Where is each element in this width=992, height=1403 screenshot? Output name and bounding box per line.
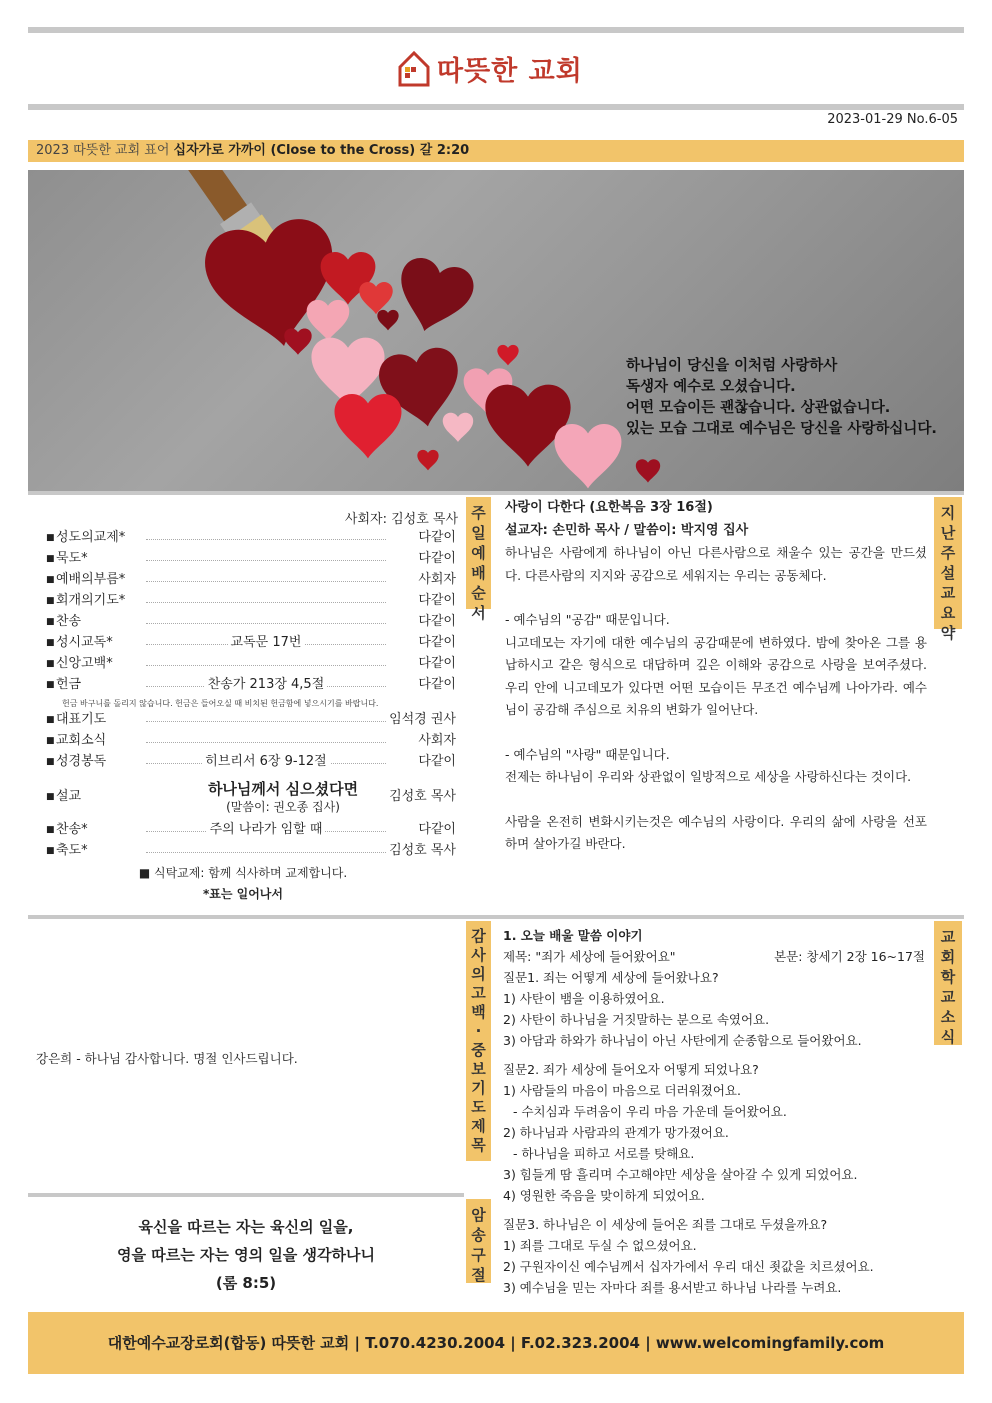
order-person: 사회자 (418, 733, 456, 748)
order-person: 다같이 (418, 635, 456, 650)
bullet-icon: ■ (46, 757, 55, 767)
dotted-leader (146, 742, 386, 743)
issue-date: 2023-01-29 No.6-05 (827, 112, 958, 127)
edu-answer: 2) 하나님과 사람과의 관계가 망가졌어요. (503, 1125, 729, 1140)
order-label: 묵도* (56, 551, 88, 566)
order-person: 다같이 (418, 593, 456, 608)
tab-char: 송 (471, 1226, 486, 1244)
order-person: 다같이 (418, 656, 456, 671)
order-detail-text: 주의 나라가 임할 때 (207, 822, 326, 837)
sermon-summary (505, 497, 927, 856)
house-icon (397, 47, 431, 89)
tab-char: 요 (940, 604, 956, 622)
edu-answer: 4) 영원한 죽음을 맞이하게 되었어요. (503, 1188, 705, 1203)
dotted-leader (146, 665, 386, 666)
bullet-icon: ■ (46, 575, 55, 585)
offering-note: 헌금 바구니를 돌리지 않습니다. 헌금은 들어오실 때 비치된 헌금함에 넣으시기를 바랍니다. (62, 699, 379, 708)
summary-preacher: 설교자: 손민하 목사 / 말씀이: 박지영 집사 (505, 522, 749, 538)
summary-paragraph: 니고데모는 자기에 대한 예수님의 공감때문에 변하였다. 밤에 찾아온 그를 용납하시고 같은 형식으로 대답하며 깊은 이해와 공감으로 사랑을 보여주셨다. 우리 안에 니고데모가 있다면 어떤 모습이든 무조건 예수님께 나아가라. 예수님이 공감해 주심으로 치유의 변화가 일어난다. (505, 634, 927, 717)
bullet-icon: ■ (46, 617, 55, 627)
edu-answer: 2) 사탄이 하나님을 거짓말하는 분으로 속였어요. (503, 1012, 770, 1027)
tab-memory-verse (466, 1199, 491, 1283)
order-item (46, 528, 456, 548)
bullet-icon: ■ (46, 638, 55, 648)
hero-line: 독생자 예수로 오셨습니다. (626, 379, 796, 395)
hero-line: 하나님이 당신을 이처럼 사랑하사 (626, 358, 838, 374)
order-item (46, 549, 456, 569)
edu-answer: 3) 힘들게 땀 흘리며 수고해야만 세상을 살아갈 수 있게 되었어요. (503, 1167, 858, 1182)
tab-char: 고 (471, 984, 486, 1002)
dotted-leader (146, 852, 386, 853)
order-item (46, 820, 456, 840)
edu-subject-row (503, 946, 925, 967)
section-divider (28, 915, 964, 919)
tab-char: 서 (471, 604, 486, 622)
order-person: 사회자 (418, 572, 456, 587)
stand-note: *표는 일어나서 (202, 887, 283, 901)
verse-line: 영을 따르는 자는 영의 일을 생각하나니 (117, 1246, 375, 1264)
edu-answer: 1) 죄를 그대로 두실 수 없으셨어요. (503, 1238, 697, 1253)
order-label: 성시교독* (56, 635, 113, 650)
tab-char: 순 (471, 584, 486, 602)
motto-theme: 십자가로 가까이 (Close to the Cross) (173, 143, 416, 158)
verse-reference: (롬 8:5) (215, 1274, 277, 1292)
bullet-icon: ■ (46, 792, 55, 802)
bullet-icon: ■ (46, 596, 55, 606)
tab-char: 감 (471, 927, 486, 945)
order-label: 축도* (56, 843, 88, 858)
edu-subject: 제목: "죄가 세상에 들어왔어요" (503, 949, 676, 964)
section-divider (28, 1193, 464, 1197)
hero-image (28, 170, 964, 491)
tab-char: 예 (471, 544, 486, 562)
header-divider (28, 104, 964, 110)
tab-char: 학 (940, 968, 956, 986)
tab-char: 교 (940, 988, 956, 1006)
summary-paragraph: 전제는 하나님이 우리와 상관없이 일방적으로 세상을 사랑하신다는 것이다. (505, 769, 912, 784)
edu-answer: - 하나님을 피하고 서로를 탓해요. (513, 1146, 695, 1161)
tab-char: 보 (471, 1060, 486, 1078)
summary-title: 사랑이 다한다 (요한복음 3장 16절) (505, 500, 713, 515)
tab-char: 교 (940, 928, 956, 946)
tab-thanks-prayer (466, 921, 491, 1161)
order-label: 회개의기도* (56, 593, 126, 608)
dotted-leader (146, 721, 386, 722)
tab-char: 구 (471, 1246, 486, 1264)
order-item (46, 612, 456, 632)
hero-caption (626, 356, 937, 440)
tab-char: 기 (471, 1079, 486, 1097)
order-label: 헌금 (56, 677, 82, 692)
tab-char: 백 (471, 1003, 486, 1021)
summary-heading: - 예수님의 "공감" 때문입니다. (505, 612, 670, 627)
tab-char: 주 (940, 544, 956, 562)
order-label: 찬송* (56, 822, 88, 837)
tab-char: 목 (471, 1136, 486, 1154)
tab-char: 절 (471, 1266, 486, 1284)
bullet-icon: ■ (46, 846, 55, 856)
bullet-icon: ■ (46, 659, 55, 669)
tab-char: 식 (940, 1028, 956, 1046)
tab-char: 배 (471, 564, 486, 582)
order-detail-text: 교독문 17번 (228, 635, 305, 650)
order-person: 다같이 (418, 530, 456, 545)
order-item (46, 654, 456, 674)
dotted-leader (146, 581, 386, 582)
tab-char: 설 (940, 564, 956, 582)
tab-char: 소 (940, 1008, 956, 1026)
thanks-entry: 강은희 - 하나님 감사합니다. 명절 인사드립니다. (36, 1051, 298, 1066)
tab-char: 중 (471, 1041, 486, 1059)
tab-worship-order (466, 497, 491, 622)
logo-text: 따뜻한 교회 (437, 55, 583, 87)
summary-heading: - 예수님의 "사랑" 때문입니다. (505, 746, 670, 762)
order-person: 김성호 목사 (389, 843, 456, 858)
order-item (46, 710, 456, 730)
tab-char: 교 (940, 584, 956, 602)
order-label: 대표기도 (56, 712, 107, 727)
edu-title: 1. 오늘 배울 말씀 이야기 (503, 928, 643, 943)
section-divider (28, 491, 964, 495)
order-item (46, 570, 456, 590)
order-item (46, 633, 456, 653)
tab-char: 암 (471, 1206, 486, 1224)
motto-bar (28, 140, 964, 162)
bullet-icon: ■ (46, 736, 55, 746)
tab-char: 약 (940, 624, 956, 642)
order-label: 신앙고백* (56, 656, 113, 671)
order-detail (146, 633, 386, 653)
motto-prefix: 2023 따뜻한 교회 표어 (36, 143, 174, 158)
bullet-icon: ■ (46, 715, 55, 725)
tab-char: 일 (471, 524, 486, 542)
edu-question: 질문2. 죄가 세상에 들어오자 어떻게 되었나요? (503, 1062, 759, 1077)
tab-church-school (934, 921, 962, 1045)
edu-answer: 3) 아담과 하와가 하나님이 아닌 사탄에게 순종함으로 들어왔어요. (503, 1033, 862, 1048)
order-label: 찬송 (56, 614, 82, 629)
order-detail-text: 찬송가 213장 4,5절 (205, 677, 328, 692)
tab-char: 사 (471, 946, 486, 964)
summary-paragraph: 하나님은 사람에게 하나님이 아닌 다른사람으로 채울수 있는 공간을 만드셨다. 다른사람의 지지와 공감으로 세워지는 우리는 공동체다. (505, 545, 927, 583)
dotted-leader (146, 539, 386, 540)
order-detail (146, 675, 386, 695)
order-label: 성경봉독 (56, 754, 107, 769)
order-detail (146, 820, 386, 840)
bullet-icon: ■ (46, 533, 55, 543)
tab-char: 도 (471, 1098, 486, 1116)
top-divider (28, 27, 964, 33)
bullet-icon: ■ (46, 554, 55, 564)
dotted-leader (146, 623, 386, 624)
hearts-illustration (28, 170, 964, 491)
sermon-title: 하나님께서 심으셨다면 (207, 780, 359, 798)
edu-question: 질문1. 죄는 어떻게 세상에 들어왔나요? (503, 970, 719, 985)
order-label: 예배의부름* (56, 572, 126, 587)
edu-answer: 3) 예수님을 믿는 자마다 죄를 용서받고 하나님 나라를 누려요. (503, 1280, 842, 1295)
dotted-leader (146, 602, 386, 603)
order-person: 김성호 목사 (389, 789, 456, 804)
order-item (46, 591, 456, 611)
tab-char: 회 (940, 948, 956, 966)
verse-line: 육신을 따르는 자는 육신의 일을, (138, 1218, 354, 1236)
tab-char: · (475, 1022, 482, 1040)
bullet-icon: ■ (46, 680, 55, 690)
order-item (46, 731, 456, 751)
order-label: 설교 (56, 789, 82, 804)
order-person: 다같이 (418, 551, 456, 566)
order-label: 교회소식 (56, 733, 107, 748)
meal-note: ■ 식탁교제: 함께 식사하며 교제합니다. (138, 866, 348, 880)
presider: 사회자: 김성호 목사 (344, 512, 458, 527)
order-item (46, 752, 456, 772)
edu-answer: - 수치심과 두려움이 우리 마음 가운데 들어왔어요. (513, 1104, 787, 1119)
order-person: 다같이 (418, 822, 456, 837)
edu-question: 질문3. 하나님은 이 세상에 들어온 죄를 그대로 두셨을까요? (503, 1217, 828, 1232)
edu-passage: 본문: 창세기 2장 16~17절 (774, 949, 925, 964)
edu-answer: 1) 사탄이 뱀을 이용하였어요. (503, 991, 665, 1006)
hero-line: 있는 모습 그대로 예수님은 당신을 사랑하십니다. (626, 421, 937, 437)
sermon-speaker: (말씀이: 권오종 집사) (226, 800, 340, 814)
church-logo (397, 44, 583, 92)
order-label: 성도의교제* (56, 530, 126, 545)
order-detail-text: 히브리서 6장 9-12절 (202, 754, 329, 769)
order-item (46, 675, 456, 695)
order-item (46, 841, 456, 861)
footer-contact: 대한예수교장로회(합동) 따뜻한 교회 | T.070.4230.2004 | F.02.323.2004 | www.welcomingfamily.com (28, 1312, 964, 1374)
church-school-news (503, 925, 925, 1298)
tab-sermon-summary (934, 497, 962, 642)
motto-verse: 갈 2:20 (415, 143, 470, 158)
tab-char: 제 (471, 1117, 486, 1135)
order-person: 다같이 (418, 614, 456, 629)
tab-char: 난 (940, 524, 956, 542)
tab-char: 주 (471, 504, 486, 522)
order-detail (146, 752, 386, 772)
dotted-leader (146, 560, 386, 561)
tab-char: 의 (471, 965, 486, 983)
tab-char: 지 (940, 504, 956, 522)
bullet-icon: ■ (46, 825, 55, 835)
memory-verse (28, 1213, 464, 1297)
edu-answer: 1) 사람들의 마음이 마음으로 더러워졌어요. (503, 1083, 741, 1098)
order-person: 다같이 (418, 754, 456, 769)
order-person: 다같이 (418, 677, 456, 692)
summary-paragraph: 사람을 온전히 변화시키는것은 예수님의 사랑이다. 우리의 삶에 사랑을 선포하며 살아가길 바란다. (505, 813, 927, 851)
edu-answer: 2) 구원자이신 예수님께서 십자가에서 우리 대신 죗값을 치르셨어요. (503, 1259, 874, 1274)
order-person: 임석경 권사 (389, 712, 456, 727)
hero-line: 어떤 모습이든 괜찮습니다. 상관없습니다. (626, 400, 891, 416)
